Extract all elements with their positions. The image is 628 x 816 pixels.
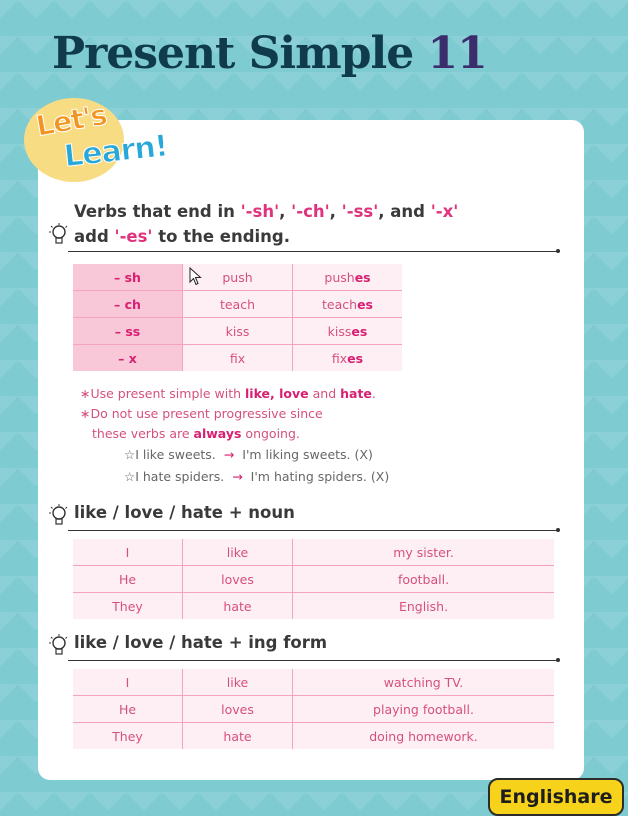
object-cell: English. (293, 593, 555, 620)
table-row (73, 539, 554, 566)
mouse-cursor-icon (189, 267, 203, 287)
badge-line-1: Let's (33, 98, 109, 143)
subject-cell: He (73, 696, 183, 723)
table-row (73, 291, 402, 318)
result-cell (293, 345, 403, 372)
stem: kiss (327, 323, 352, 339)
ending-cell: – sh (73, 264, 183, 291)
divider (68, 660, 558, 661)
note-text: ongoing. (241, 426, 300, 441)
divider (68, 251, 558, 252)
verb-cell: loves (183, 696, 293, 723)
subject-cell: He (73, 566, 183, 593)
separator: , (279, 202, 292, 221)
verb-cell: like (183, 669, 293, 696)
usage-notes (80, 384, 389, 487)
heading-text: add (74, 227, 115, 246)
suffix: es (354, 269, 371, 285)
subject-cell: I (73, 669, 183, 696)
object-cell: watching TV. (293, 669, 555, 696)
page-title (52, 28, 487, 79)
object-cell: doing homework. (293, 723, 555, 750)
badge-line-2: Learn! (62, 128, 170, 175)
note-text: these verbs are (92, 426, 194, 441)
result-cell (293, 291, 403, 318)
subject-cell: I (73, 539, 183, 566)
note-highlight: like, love (245, 386, 309, 401)
table-row (73, 696, 554, 723)
note-highlight: hate (340, 386, 372, 401)
verb-cell: loves (183, 566, 293, 593)
separator: , (329, 202, 342, 221)
section1-heading (74, 199, 458, 249)
object-cell: football. (293, 566, 555, 593)
example-wrong: I'm hating spiders. (X) (250, 469, 390, 484)
heading-text: Verbs that end in (74, 202, 241, 221)
verb-cell: like (183, 539, 293, 566)
divider (68, 530, 558, 531)
result-cell (293, 318, 403, 345)
subject-cell: They (73, 723, 183, 750)
example-correct: ☆I hate spiders. (124, 469, 225, 484)
base-cell: teach (183, 291, 293, 318)
table-row (73, 593, 554, 620)
section2-heading: like / love / hate + noun (74, 503, 295, 522)
englishare-logo: Englishare (488, 778, 624, 816)
table-row (73, 723, 554, 750)
verb-cell: hate (183, 723, 293, 750)
ending-ss: '-ss' (341, 202, 379, 221)
ending-cell: – x (73, 345, 183, 372)
note-text: and (308, 386, 341, 401)
title-text: Present Simple (52, 28, 414, 79)
example-correct: ☆I like sweets. (124, 447, 216, 462)
ending-ch: '-ch' (291, 202, 330, 221)
endings-table (73, 264, 402, 371)
note-text: ∗Use present simple with (80, 386, 246, 401)
note-text: ∗Do not use present progressive since (80, 406, 323, 421)
result-cell (293, 264, 403, 291)
stem: push (324, 269, 355, 285)
ending-es: '-es' (114, 227, 153, 246)
note-text: . (371, 386, 376, 401)
note-highlight: always (193, 426, 242, 441)
lightbulb-icon (48, 222, 70, 248)
verb-cell: hate (183, 593, 293, 620)
suffix: es (347, 350, 364, 366)
lightbulb-icon (48, 503, 70, 529)
suffix: es (351, 323, 368, 339)
stem: fix (331, 350, 348, 366)
table-row (73, 566, 554, 593)
arrow-icon: → (223, 447, 235, 462)
arrow-icon: → (232, 469, 243, 484)
lightbulb-icon (48, 633, 70, 659)
ending-cell: – ch (73, 291, 183, 318)
section3-heading: like / love / hate + ing form (74, 633, 328, 652)
table-row (73, 669, 554, 696)
ing-table (73, 669, 554, 749)
ending-sh: '-sh' (240, 202, 280, 221)
base-cell: kiss (183, 318, 293, 345)
noun-table (73, 539, 554, 619)
base-cell: fix (183, 345, 293, 372)
heading-text: to the ending. (152, 227, 290, 246)
table-row (73, 264, 402, 291)
object-cell: my sister. (293, 539, 555, 566)
separator: , and (378, 202, 431, 221)
stem: teach (322, 296, 358, 312)
object-cell: playing football. (293, 696, 555, 723)
ending-cell: – ss (73, 318, 183, 345)
table-row (73, 318, 402, 345)
base-cell: push (183, 264, 293, 291)
ending-x: '-x' (430, 202, 459, 221)
title-number: 11 (427, 28, 487, 79)
subject-cell: They (73, 593, 183, 620)
table-row (73, 345, 402, 372)
suffix: es (357, 296, 373, 312)
example-wrong: I'm liking sweets. (X) (242, 447, 373, 462)
